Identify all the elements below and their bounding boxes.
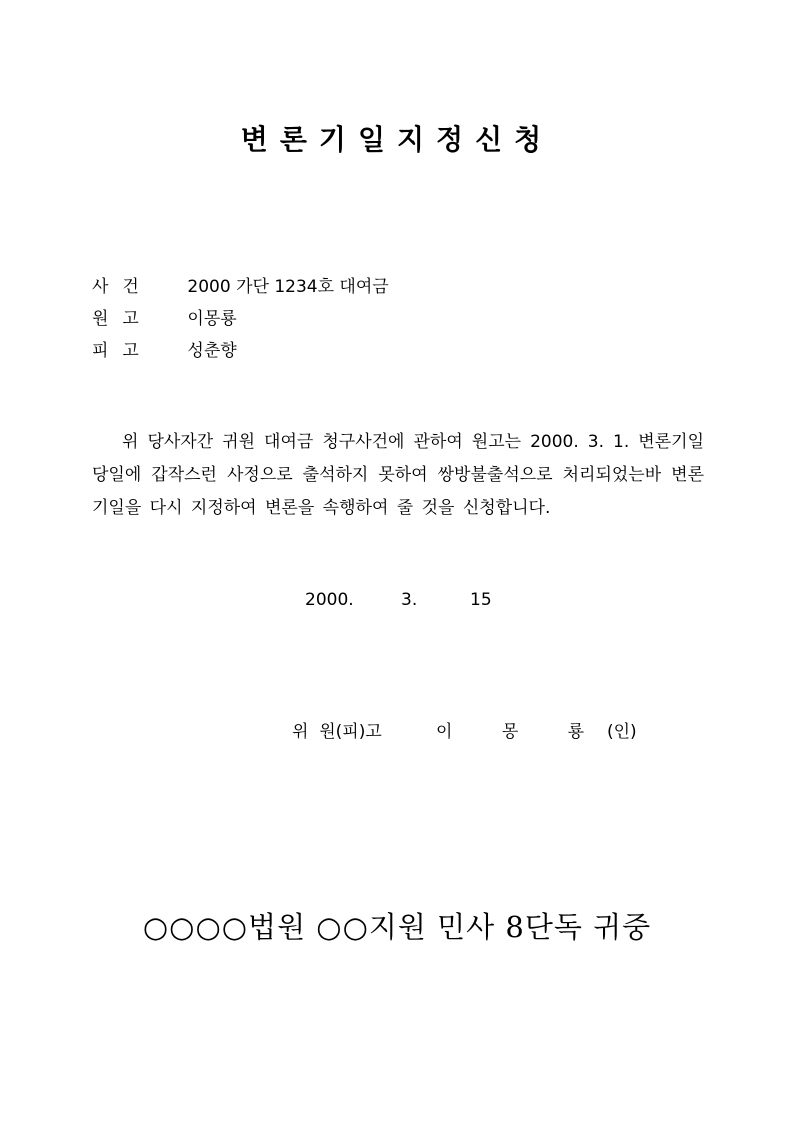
- plaintiff-row: [92, 304, 237, 329]
- defendant-label: 피고: [92, 341, 153, 361]
- date-year: 2000.: [305, 590, 354, 610]
- defendant-value: 성춘향: [187, 341, 237, 361]
- addressee: ○○○○법원 ○○지원 민사 8단독 귀중: [142, 910, 652, 944]
- document-title: 변론기일지정신청: [240, 123, 554, 156]
- signer-role: 위 원(피)고: [292, 722, 382, 742]
- request-body: 위 당사자간 귀원 대여금 청구사건에 관하여 원고는 2000. 3. 1. 변론기일 당일에 갑작스런 사정으로 출석하지 못하여 쌍방불출석으로 처리되었는바 변론기일을 다시 지정하여 변론을 속행하여 줄 것을 신청합니다.: [92, 432, 704, 518]
- signer-name: 이 몽 룡: [436, 722, 607, 742]
- plaintiff-value: 이몽룡: [187, 309, 237, 329]
- case-value: 2000 가단 1234호 대여금: [187, 277, 389, 297]
- date-month: 3.: [401, 590, 418, 610]
- signer-seal: (인): [607, 722, 637, 742]
- date-day: 15: [470, 590, 492, 610]
- plaintiff-label: 원고: [92, 309, 153, 329]
- defendant-row: [92, 336, 237, 361]
- case-label: 사건: [92, 277, 153, 297]
- case-row: [92, 272, 389, 297]
